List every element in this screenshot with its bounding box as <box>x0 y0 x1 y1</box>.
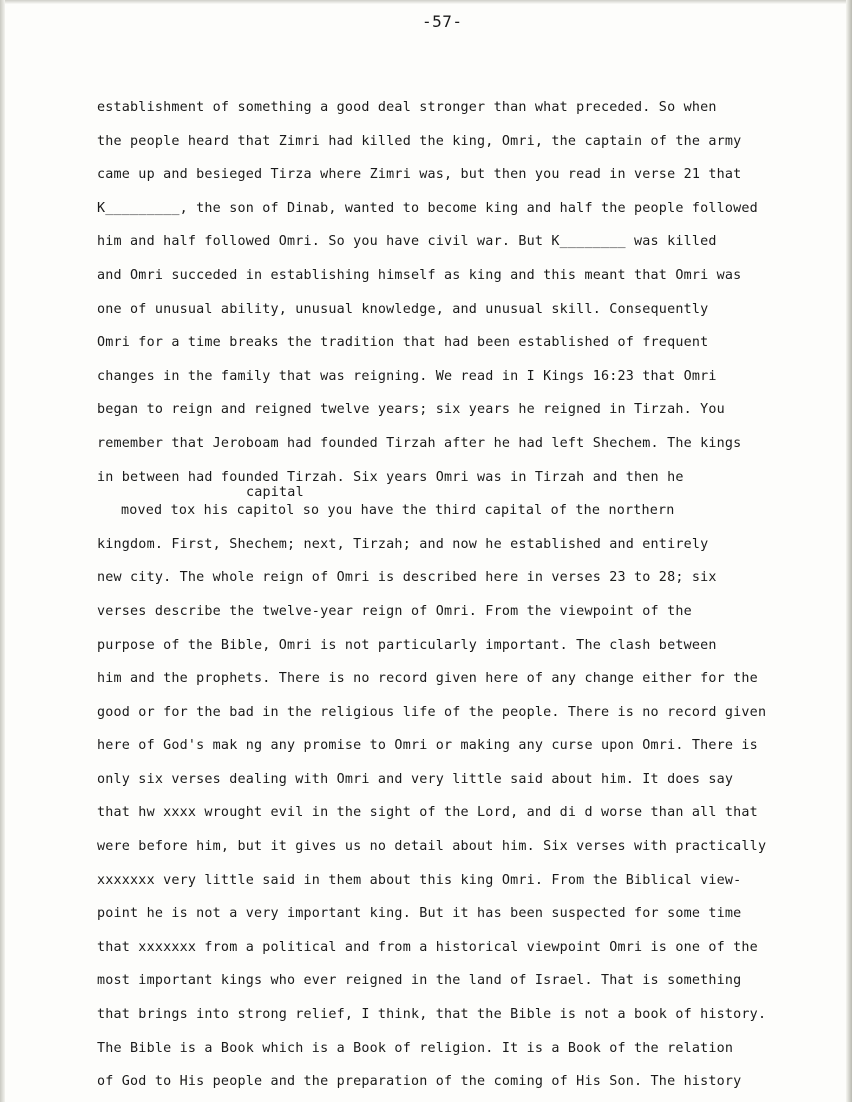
text-line: most important kings who ever reigned in the land of Israel. That is something <box>97 973 742 989</box>
text-line: K_________, the son of Dinab, wanted to become king and half the people followed <box>97 200 758 216</box>
text-line: xxxxxxx very little said in them about this king Omri. From the Biblical view- <box>97 872 742 888</box>
typewritten-body <box>97 97 797 1105</box>
text-line: moved tox his capitol so you have the third capital of the northern <box>121 503 675 519</box>
text-line: came up and besieged Tirza where Zimri was, but then you read in verse 21 that <box>97 167 742 183</box>
text-line: and Omri succeded in establishing himself as king and this meant that Omri was <box>97 267 742 283</box>
text-line: changes in the family that was reigning. We read in I Kings 16:23 that Omri <box>97 368 717 384</box>
text-line: The Bible is a Book which is a Book of religion. It is a Book of the relation <box>97 1040 734 1056</box>
text-line: kingdom. First, Shechem; next, Tirzah; and now he established and entirely <box>97 536 709 552</box>
text-line: one of unusual ability, unusual knowledge, and unusual skill. Consequently <box>97 301 709 317</box>
text-line: that xxxxxxx from a political and from a historical viewpoint Omri is one of the <box>97 939 758 955</box>
text-line: in between had founded Tirzah. Six years Omri was in Tirzah and then he <box>97 469 684 485</box>
text-line: Omri for a time breaks the tradition that had been established of frequent <box>97 335 709 351</box>
text-line: of God to His people and the preparation of the coming of His Son. The history <box>97 1074 742 1090</box>
handwritten-insertion: capital <box>246 485 304 500</box>
text-line: verses describe the twelve-year reign of Omri. From the viewpoint of the <box>97 603 692 619</box>
text-line: him and half followed Omri. So you have civil war. But K________ was killed <box>97 234 717 250</box>
page-edge-top <box>0 0 852 4</box>
page-number: -57- <box>422 12 463 31</box>
text-line: began to reign and reigned twelve years; six years he reigned in Tirzah. You <box>97 402 725 418</box>
text-line: new city. The whole reign of Omri is described here in verses 23 to 28; six <box>97 570 717 586</box>
text-line: the people heard that Zimri had killed the king, Omri, the captain of the army <box>97 133 742 149</box>
page-edge-left <box>0 0 5 1102</box>
text-line: that hw xxxx wrought evil in the sight of the Lord, and di d worse than all that <box>97 805 758 821</box>
text-line: that brings into strong relief, I think, that the Bible is not a book of history. <box>97 1007 767 1023</box>
text-line: were before him, but it gives us no detail about him. Six verses with practically <box>97 839 767 855</box>
text-line: only six verses dealing with Omri and very little said about him. It does say <box>97 771 734 787</box>
text-line: here of God's mak ng any promise to Omri or making any curse upon Omri. There is <box>97 738 758 754</box>
text-line: him and the prophets. There is no record given here of any change either for the <box>97 671 758 687</box>
page-edge-right <box>846 0 852 1102</box>
text-line: purpose of the Bible, Omri is not particularly important. The clash between <box>97 637 717 653</box>
text-line: remember that Jeroboam had founded Tirzah after he had left Shechem. The kings <box>97 435 742 451</box>
text-line: establishment of something a good deal stronger than what preceded. So when <box>97 100 717 115</box>
text-line: good or for the bad in the religious life of the people. There is no record given <box>97 704 767 720</box>
text-line: point he is not a very important king. But it has been suspected for some time <box>97 906 742 922</box>
